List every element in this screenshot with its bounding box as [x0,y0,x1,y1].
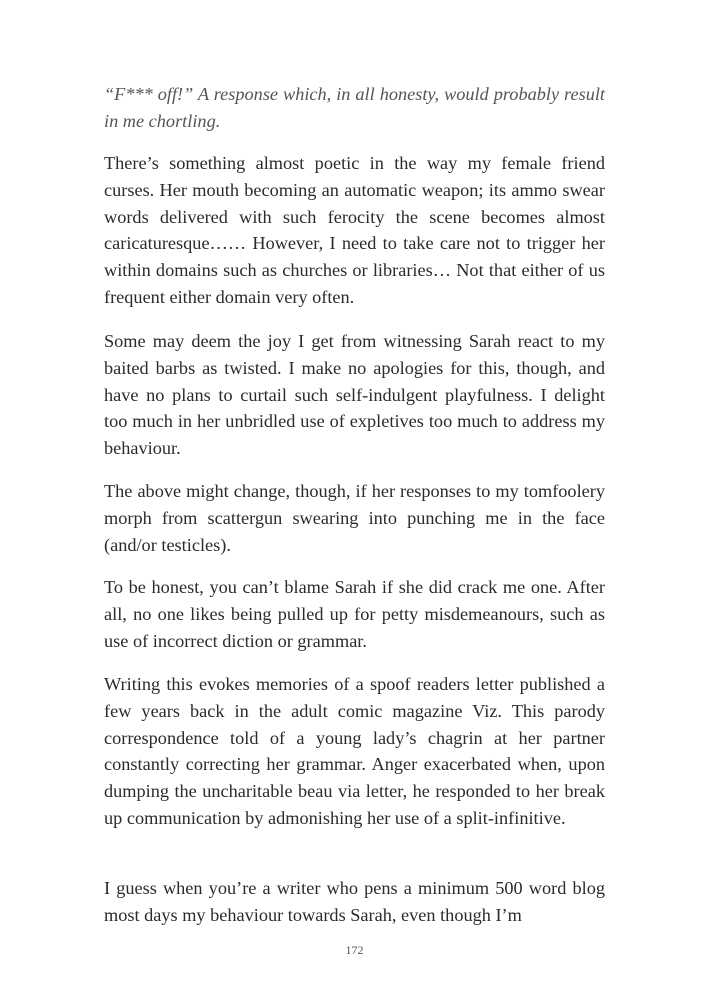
paragraph-quote: “F*** off!” A response which, in all honesty, would probably result in me chortling. [104,84,605,131]
paragraph-poetic-curses: There’s something almost poetic in the way my female friend curses. Her mouth becoming an automatic weapon; its ammo swear words delivered with such ferocity the scene becomes almost caricaturesque…… However, I need to take care not to trigger her within domains such as churches or libraries… Not that either of us frequent either domain very often. [104,153,605,307]
paragraph-might-change: The above might change, though, if her responses to my tomfoolery morph from scattergun swearing into punching me in the face (and/or testicles). [104,481,605,555]
page-number: 172 [345,943,364,957]
paragraph-joy-twisted: Some may deem the joy I get from witnessing Sarah react to my baited barbs as twisted. I make no apologies for this, though, and have no plans to curtail such self-indulgent playfulness. I delight too much in her unbridled use of expletives too much to address my behaviour. [104,331,605,459]
paragraph-be-honest: To be honest, you can’t blame Sarah if she did crack me one. After all, no one likes being pulled up for petty misdemeanours, such as use of incorrect diction or grammar. [104,577,605,651]
paragraph-writer-blog: I guess when you’re a writer who pens a minimum 500 word blog most days my behaviour towards Sarah, even though I’m [104,878,605,925]
paragraph-viz-letter: Writing this evokes memories of a spoof readers letter published a few years back in the adult comic magazine Viz. This parody correspondence told of a young lady’s chagrin at her partner constantly correcting her grammar. Anger exacerbated when, upon dumping the uncharitable beau via letter, he responded to her break up communication by admonishing her use of a split-infinitive. [104,674,605,828]
